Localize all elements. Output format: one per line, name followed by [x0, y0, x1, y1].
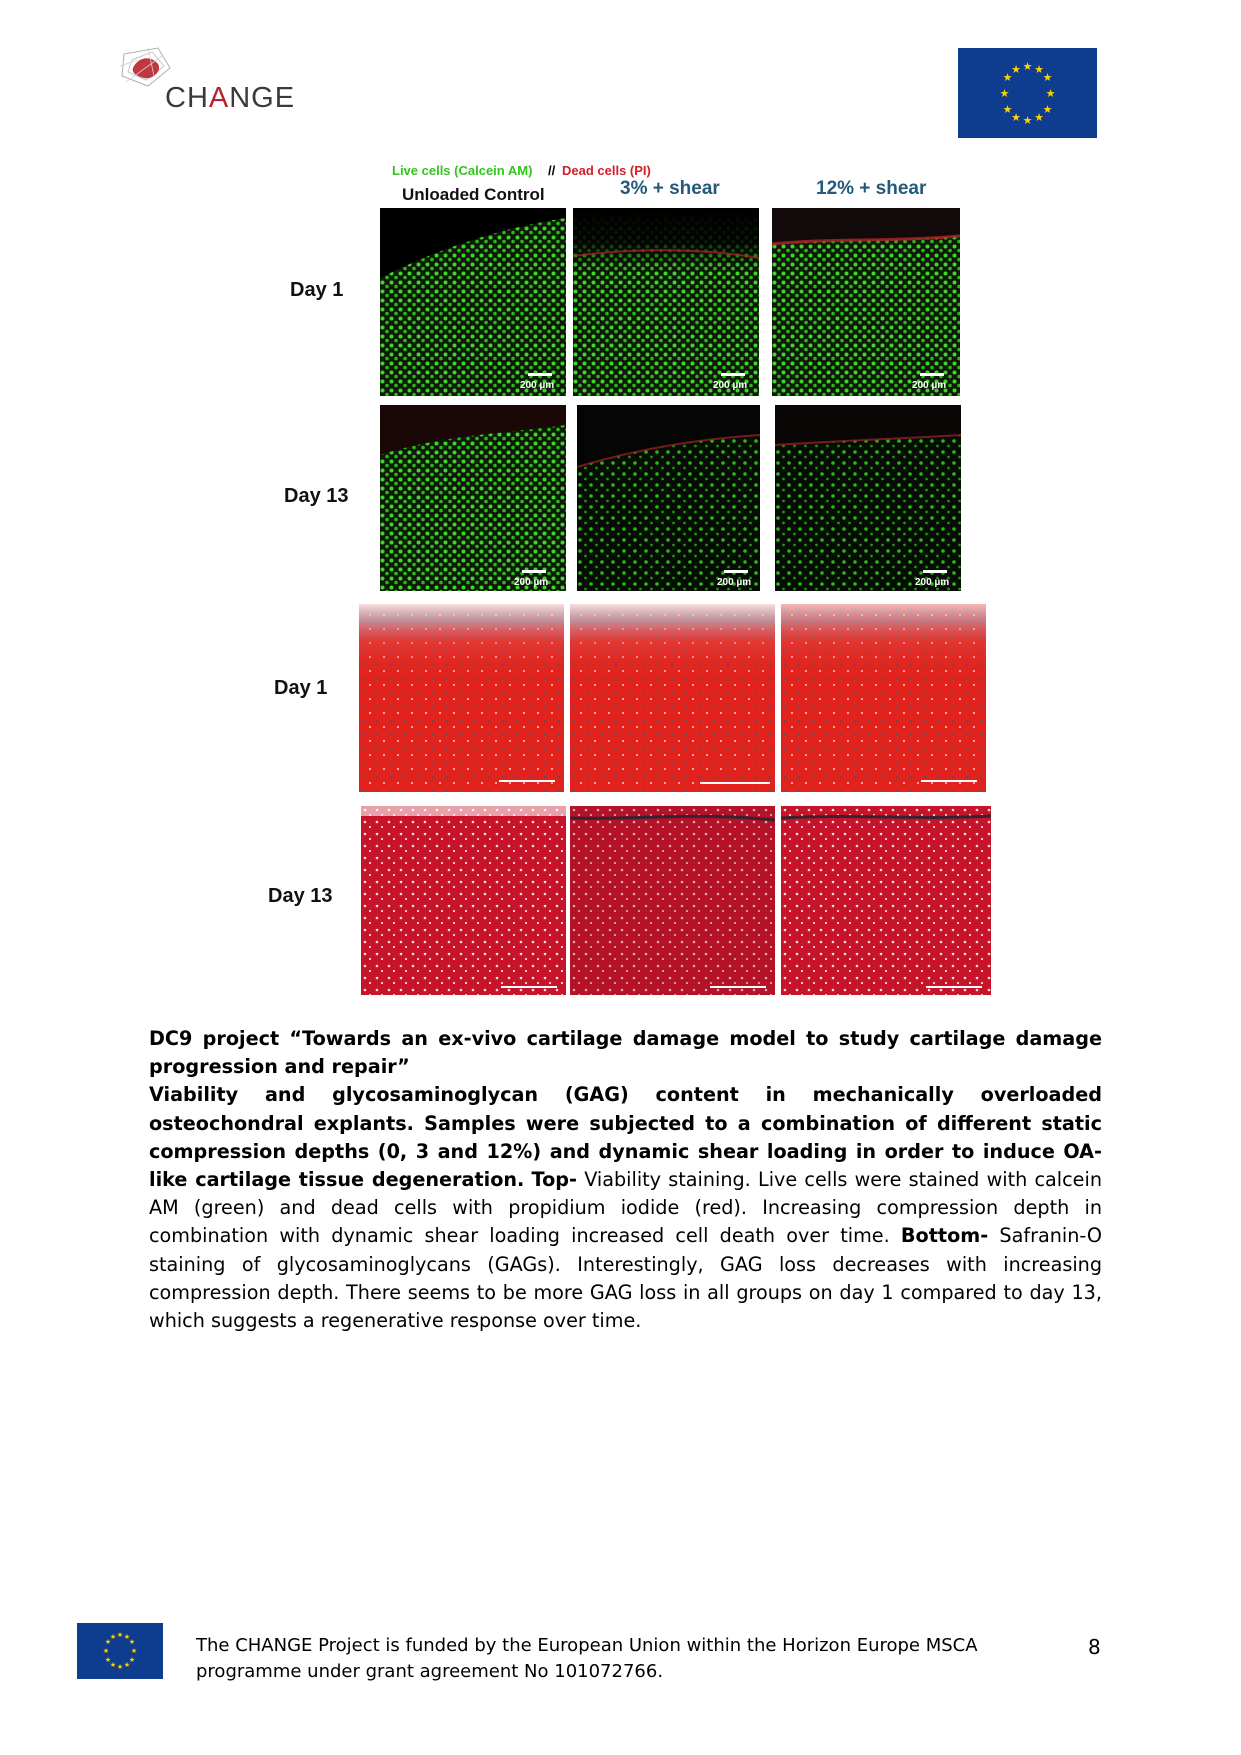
scale-label: 200 µm — [514, 577, 549, 588]
fluorescence-panel — [775, 405, 961, 591]
safranin-panel — [570, 806, 775, 995]
legend-dead-cells: Dead cells (PI) — [562, 163, 651, 178]
scale-label: 200 µm — [520, 380, 555, 391]
svg-text:★: ★ — [1002, 71, 1013, 84]
fluorescence-panel — [573, 208, 759, 396]
fluorescence-panel — [380, 405, 566, 591]
svg-text:★: ★ — [1011, 111, 1021, 124]
svg-text:★: ★ — [1034, 63, 1044, 76]
caption-title: DC9 project “Towards an ex-vivo cartilage damage model to study cartilage damage progression and repair” — [149, 1027, 1102, 1079]
safranin-panel — [361, 806, 566, 995]
svg-text:★: ★ — [128, 1638, 136, 1646]
legend-live-cells: Live cells (Calcein AM) — [392, 163, 533, 178]
column-title-3pct: 3% + shear — [620, 178, 720, 199]
caption-body — [149, 1081, 1102, 1335]
svg-text:★: ★ — [102, 1647, 110, 1655]
caption-bottom-label: Bottom- — [900, 1224, 989, 1248]
svg-text:★: ★ — [116, 1631, 124, 1639]
svg-text:★: ★ — [1034, 111, 1044, 124]
svg-text:★: ★ — [130, 1647, 138, 1655]
scale-label: 200 µm — [713, 380, 748, 391]
eu-flag-icon — [958, 48, 1097, 138]
svg-text:★: ★ — [1011, 63, 1021, 76]
svg-text:★: ★ — [128, 1656, 136, 1664]
caption-top-label: Top- — [531, 1168, 577, 1192]
safranin-panel — [570, 604, 775, 792]
column-title-12pct: 12% + shear — [816, 178, 927, 199]
row-label-bottom-day1: Day 1 — [274, 677, 328, 699]
svg-text:★: ★ — [999, 87, 1010, 100]
svg-text:★: ★ — [1022, 114, 1033, 127]
safranin-panel — [781, 604, 986, 792]
scale-label: 200 µm — [915, 577, 950, 588]
svg-text:★: ★ — [123, 1633, 131, 1641]
fluorescence-panel — [380, 208, 566, 396]
svg-text:★: ★ — [1042, 103, 1053, 116]
column-title-unloaded: Unloaded Control — [402, 185, 545, 204]
page-number: 8 — [1088, 1635, 1101, 1659]
svg-text:★: ★ — [109, 1661, 117, 1669]
footer-funding-text: The CHANGE Project is funded by the European Union within the Horizon Europe MSCA programme under grant agreement No 101072766. — [196, 1635, 978, 1682]
fluorescence-panel — [772, 208, 960, 396]
svg-text:★: ★ — [123, 1661, 131, 1669]
caption-bold-intro: Viability and glycosaminoglycan (GAG) content in mechanically overloaded osteochondral explants. Samples were subjected to a combination of different static compression depths (0, 3 and 12%) and dynamic shear loading in order to induce OA-like cartilage tissue degeneration. — [149, 1083, 1102, 1192]
svg-text:★: ★ — [1002, 103, 1013, 116]
row-label-top-day13: Day 13 — [284, 485, 349, 507]
eu-flag-footer-icon — [77, 1623, 163, 1679]
svg-text:★: ★ — [104, 1638, 112, 1646]
scale-label: 200 µm — [912, 380, 947, 391]
change-logo-text: CHANGE — [165, 82, 296, 114]
figure-caption — [149, 1025, 1102, 1335]
svg-text:★: ★ — [1022, 60, 1033, 73]
caption-top-text: Viability staining. Live cells were stained with calcein AM (green) and dead cells with propidium iodide (red). Increasing compression depth in combination with dynamic shear loading increased cell death over time. — [149, 1168, 1102, 1248]
row-label-top-day1: Day 1 — [290, 279, 344, 301]
row-label-bottom-day13: Day 13 — [268, 885, 333, 907]
fluorescence-panel — [577, 405, 760, 591]
legend-separator: // — [548, 163, 556, 178]
svg-text:★: ★ — [1042, 71, 1053, 84]
svg-text:★: ★ — [109, 1633, 117, 1641]
safranin-panel — [781, 806, 991, 995]
scale-label: 200 µm — [717, 577, 752, 588]
svg-text:★: ★ — [116, 1663, 124, 1671]
svg-text:★: ★ — [104, 1656, 112, 1664]
caption-bottom-text: Safranin-O staining of glycosaminoglycans (GAGs). Interestingly, GAG loss decreases with increasing compression depth. There seems to be more GAG loss in all groups on day 1 compared to day 13, which suggests a regenerative response over time. — [149, 1224, 1102, 1333]
svg-text:★: ★ — [1045, 87, 1056, 100]
safranin-panel — [359, 604, 564, 792]
